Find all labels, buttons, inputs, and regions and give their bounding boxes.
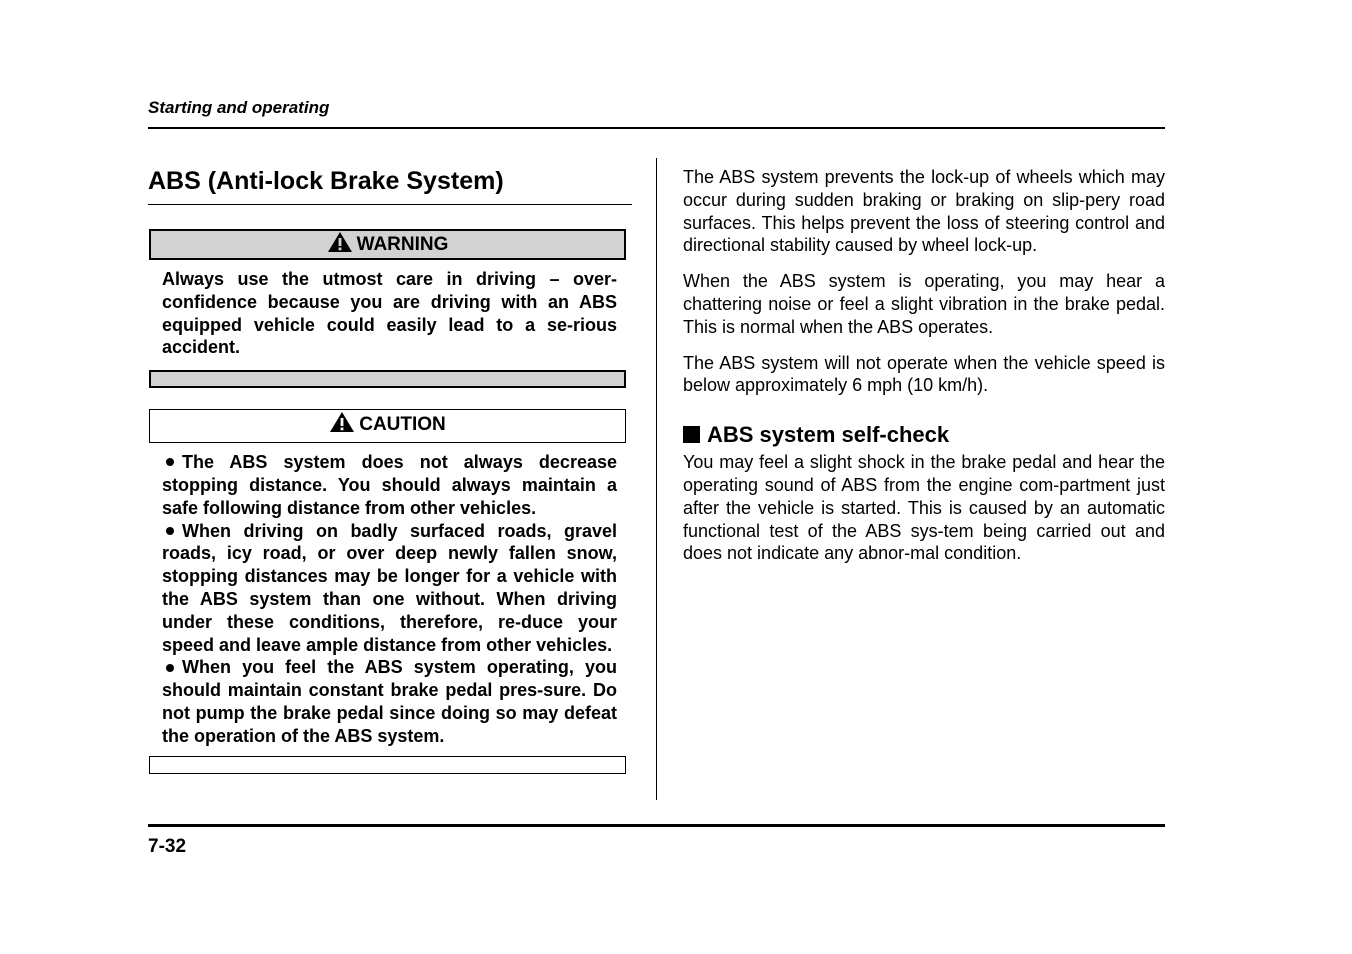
self-check-paragraph: You may feel a slight shock in the brake pedal and hear the operating sound of ABS from the engine com-partment just after the vehicle is started. This is caused by an automatic functional test of the ABS sys-tem being carried out and does not indicate any abnor-mal condition. — [683, 452, 1165, 564]
caution-item: When you feel the ABS system operating, you should maintain constant brake pedal pres-sure. Do not pump the brake pedal since doing so may defeat the operation of the ABS system. — [162, 657, 617, 746]
bullet-icon — [166, 664, 174, 672]
section-title: ABS (Anti-lock Brake System) — [148, 166, 632, 205]
black-square-icon — [683, 426, 700, 443]
abs-operation-paragraph: When the ABS system is operating, you may hear a chattering noise or feel a slight vibration in the brake pedal. This is normal when the ABS operates. — [683, 271, 1165, 337]
warning-text: Always use the utmost care in driving – over-confidence because you are driving with an ABS equipped vehicle could easily lead to a se-rious accident. — [162, 269, 617, 358]
self-check-heading: ABS system self-check — [683, 421, 1165, 449]
abs-speed-paragraph: The ABS system will not operate when the vehicle speed is below approximately 6 mph (10 km/h). — [683, 352, 1165, 396]
column-divider — [656, 158, 657, 800]
warning-label: WARNING — [356, 234, 449, 255]
header-rule — [148, 127, 1165, 129]
footer-rule — [148, 824, 1165, 827]
caution-label: CAUTION — [359, 414, 446, 436]
page-number: 7-32 — [148, 836, 187, 857]
caution-item: When driving on badly surfaced roads, gravel roads, icy road, or over deep newly fallen snow, stopping distances may be longer for a vehicle with the ABS system than one without. When driving under these conditions, therefore, re-duce your speed and leave ample distance from other vehicles. — [162, 520, 617, 655]
warning-triangle-icon — [327, 231, 353, 253]
bullet-icon — [166, 527, 174, 535]
caution-footer-bar — [149, 756, 626, 774]
right-column — [683, 166, 1165, 578]
warning-header — [149, 229, 626, 260]
abs-description-paragraph: The ABS system prevents the lock-up of wheels which may occur during sudden braking or braking on slip-pery road surfaces. This helps prevent the loss of steering control and directional stability caused by wheel lock-up. — [683, 167, 1165, 256]
caution-header — [149, 409, 626, 443]
bullet-icon — [166, 458, 174, 466]
caution-list — [148, 443, 629, 747]
warning-footer-bar — [149, 370, 626, 388]
caution-item: The ABS system does not always decrease stopping distance. You should always maintain a safe following distance from other vehicles. — [162, 452, 617, 518]
left-column — [148, 160, 632, 774]
warning-triangle-icon — [329, 411, 355, 433]
running-header: Starting and operating — [148, 98, 330, 117]
